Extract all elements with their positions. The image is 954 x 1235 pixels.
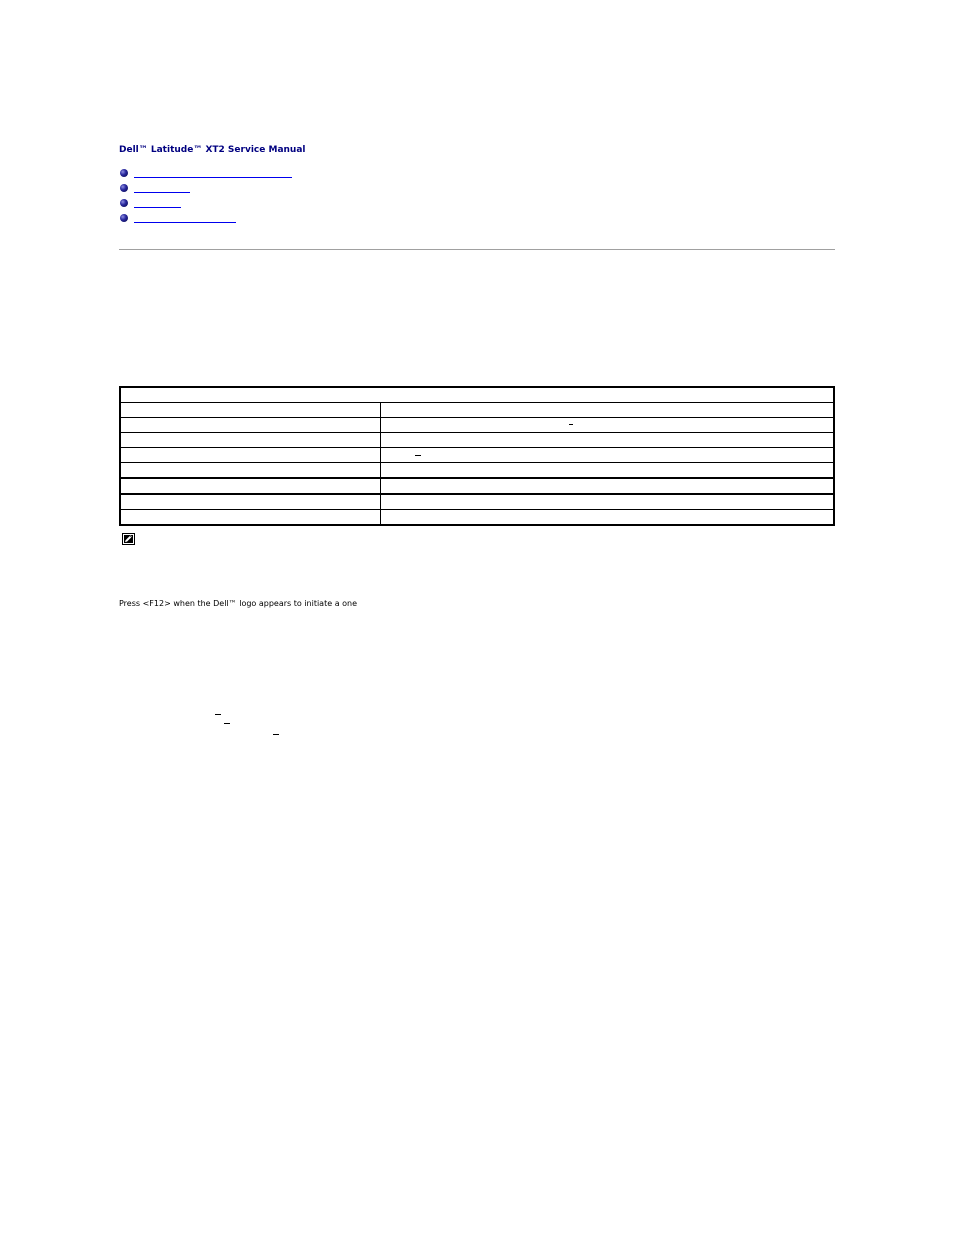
- toc-link[interactable]: [134, 207, 181, 208]
- dash-mark: [273, 734, 279, 735]
- settings-table: [119, 386, 835, 526]
- bullet-icon: [120, 214, 128, 222]
- bullet-icon: [120, 169, 128, 177]
- table-cell: [380, 403, 834, 418]
- table-row: [120, 433, 834, 448]
- table-cell: [120, 510, 380, 526]
- table-header: [120, 387, 834, 403]
- table-row: [120, 463, 834, 479]
- dash-mark: [215, 714, 221, 715]
- toc-link[interactable]: [134, 222, 236, 223]
- toc-link[interactable]: [134, 177, 292, 178]
- page-title: Dell™ Latitude™ XT2 Service Manual: [119, 145, 306, 155]
- dash-mark: [224, 723, 230, 724]
- table-cell: [380, 494, 834, 510]
- dash-mark: [569, 424, 573, 425]
- table-row: [120, 418, 834, 433]
- table-cell: [120, 478, 380, 494]
- table-cell: [120, 403, 380, 418]
- dash-mark: [415, 455, 421, 456]
- toc-link[interactable]: [134, 192, 190, 193]
- table-row: [120, 510, 834, 526]
- table-cell: [380, 448, 834, 463]
- table-cell: [380, 463, 834, 479]
- table-row: [120, 448, 834, 463]
- table-cell: [380, 433, 834, 448]
- body-text: Press <F12> when the Dell™ logo appears to initiate a one: [119, 599, 358, 608]
- table-cell: [120, 418, 380, 433]
- table-cell: [120, 433, 380, 448]
- table-row: [120, 478, 834, 494]
- table-cell: [120, 448, 380, 463]
- horizontal-rule: [119, 249, 835, 250]
- table-cell: [120, 494, 380, 510]
- table-row: [120, 494, 834, 510]
- table-row: [120, 403, 834, 418]
- table-cell: [380, 510, 834, 526]
- table-cell: [380, 478, 834, 494]
- table-cell: [380, 418, 834, 433]
- bullet-icon: [120, 199, 128, 207]
- table-cell: [120, 463, 380, 479]
- bullet-icon: [120, 184, 128, 192]
- pencil-note-icon-graphic: [122, 533, 135, 545]
- pencil-note-icon: [122, 533, 135, 545]
